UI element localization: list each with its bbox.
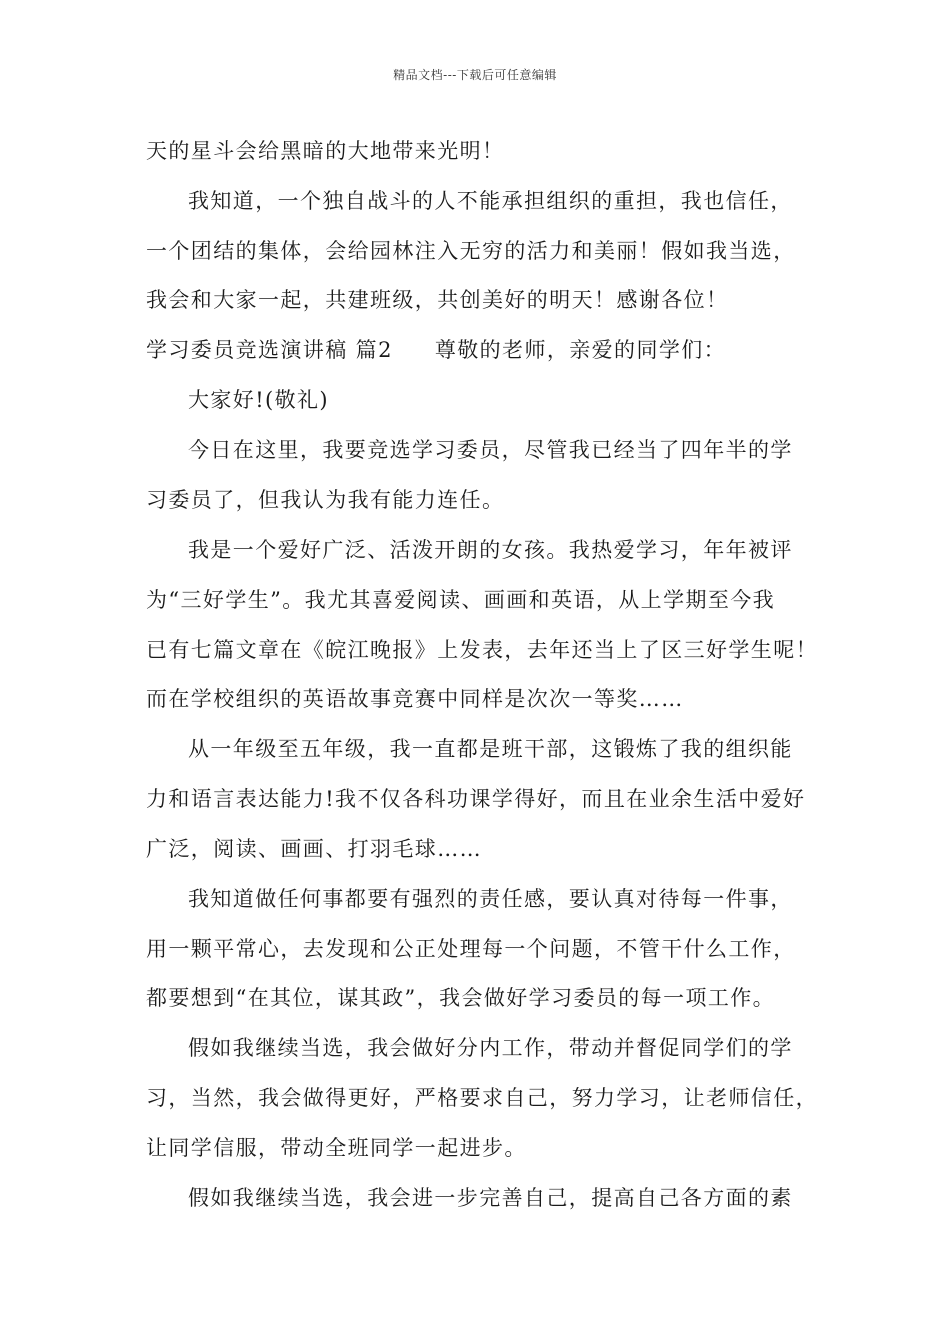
text-line: 假如我继续当选，我会做好分内工作，带动并督促同学们的学 — [188, 1036, 793, 1060]
section-title: 学习委员竞选演讲稿 篇2 — [146, 338, 393, 362]
text-line: 让同学信服，带动全班同学一起进步。 — [146, 1136, 527, 1160]
text-line: 从一年级至五年级，我一直都是班干部，这锻炼了我的组织能 — [188, 737, 793, 761]
text-line: 力和语言表达能力!我不仅各科功课学得好，而且在业余生活中爱好 — [146, 787, 806, 811]
page-header: 精品文档---下载后可任意编辑 — [393, 68, 557, 82]
text-line: 而在学校组织的英语故事竞赛中同样是次次一等奖…… — [146, 687, 684, 711]
text-line: 广泛，阅读、画画、打羽毛球…… — [146, 837, 482, 861]
text-line: 习，当然，我会做得更好，严格要求自己，努力学习，让老师信任， — [146, 1086, 818, 1110]
text-line: 用一颗平常心，去发现和公正处理每一个问题，不管干什么工作， — [146, 937, 796, 961]
section-title-line — [146, 340, 726, 361]
text-line: 都要想到“在其位，谋其政”，我会做好学习委员的每一项工作。 — [146, 986, 776, 1010]
text-line: 今日在这里，我要竞选学习委员，尽管我已经当了四年半的学 — [188, 438, 793, 462]
text-line: 我是一个爱好广泛、活泼开朗的女孩。我热爱学习，年年被评 — [188, 538, 793, 562]
text-line: 大家好!(敬礼) — [188, 388, 330, 412]
text-line: 一个团结的集体，会给园林注入无穷的活力和美丽！假如我当选， — [146, 239, 796, 263]
text-line: 我知道做任何事都要有强烈的责任感，要认真对待每一件事， — [188, 887, 793, 911]
text-line: 为“三好学生”。我尤其喜爱阅读、画画和英语，从上学期至今我 — [146, 588, 776, 612]
text-line: 天的星斗会给黑暗的大地带来光明！ — [146, 139, 505, 163]
text-line: 假如我继续当选，我会进一步完善自己，提高自己各方面的素 — [188, 1186, 793, 1210]
text-line: 我会和大家一起，共建班级，共创美好的明天！感谢各位！ — [146, 288, 729, 312]
text-line: 我知道，一个独自战斗的人不能承担组织的重担，我也信任， — [188, 189, 793, 213]
text-line: 习委员了，但我认为我有能力连任。 — [146, 488, 505, 512]
salutation: 尊敬的老师，亲爱的同学们： — [434, 338, 727, 362]
text-line: 已有七篇文章在《皖江晚报》上发表，去年还当上了区三好学生呢！ — [146, 638, 818, 662]
